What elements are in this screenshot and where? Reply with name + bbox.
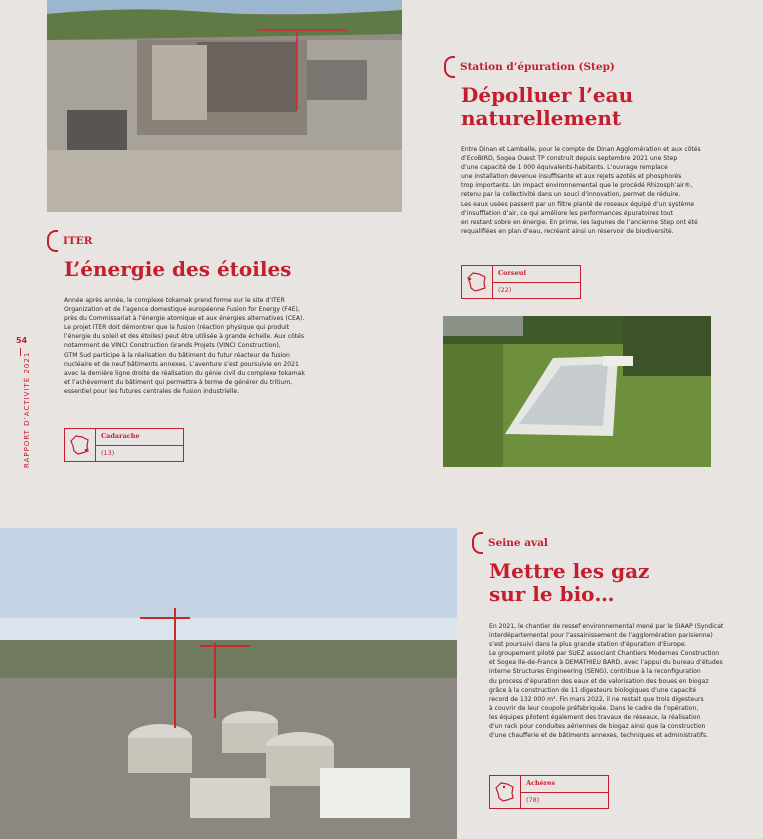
page-number: 54	[16, 336, 28, 345]
iter-location: Cadarache (13)	[64, 428, 184, 462]
france-map-icon	[69, 434, 91, 456]
france-map-icon	[494, 781, 516, 803]
step-tag: Station d’épuration (Step)	[444, 56, 615, 78]
seine-body: En 2021, le chantier de ressef environnemental mené par le SIAAP (Syndicat interdépartemental pour l’assainissement de l’agglomération parisienne) s’est poursuivi dans la plus grande station d’épuration d’Europe. Le groupement piloté par SUEZ associant Chantiers Modernes Construction et Sogea Ile-de-France à DEMATHIEU BARD, avec l’appui du bureau d’études interne Structures Engineering (SENG), contribue à la reconfiguration du process d’épuration des eaux et de valorisation des boues en biogaz grâce à la construction de 11 digesteurs biologiques d’une capacité record de 132 000 m³. Fin mars 2022, il ne restait que trois digesteurs à couvrir de leur coupole préfabriquée. Dans le cadre de l’opération, les équipes pilotent également des travaux de réseaux, la réalisation d’un rack pour conduites aériennes de biogaz ainsi que la construction d’une chaufferie et de bâtiments annexes, techniques et administratifs.	[489, 623, 724, 740]
seine-photo	[0, 528, 457, 839]
iter-title: L’énergie des étoiles	[64, 257, 292, 281]
seine-tag: Seine aval	[472, 532, 548, 554]
step-title: Dépolluer l’eau naturellement	[461, 83, 634, 130]
iter-photo	[47, 0, 402, 212]
sidebar	[16, 336, 31, 468]
step-photo	[443, 316, 711, 467]
iter-body: Année après année, le complexe tokamak prend forme sur le site d’ITER Organization et de l’agence domestique européenne Fusion for Energy (F4E), près du Commissariat à l’énergie atomique et aux énergies alternatives (CEA). Le projet ITER doit démontrer que la fusion (réaction physique qui produit l’énergie du soleil et des étoiles) peut être utilisée à grande échelle. Aux côtés notamment de VINCI Construction Grands Projets (VINCI Construction), GTM Sud participe à la réalisation du bâtiment du futur réacteur de fusion nucléaire et de neuf bâtiments annexes. L’aventure s’est poursuivie en 2021 avec la dernière ligne droite de réalisation du génie civil du complexe tokamak et l’achèvement du bâtiment qui permettra à terme de générer du tritium, essentiel pour les futures centrales de fusion industrielle.	[64, 297, 305, 395]
step-body: Entre Dinan et Lamballe, pour le compte de Dinan Agglomération et aux côtés d’EcoBIRD, Sogea Ouest TP construit depuis septembre 2021 une Step d’une capacité de 1 000 équivalents-habitants. L’ouvrage remplace une installation devenue insuffisante et aux rejets azotés et phosphorés trop importants. Un impact environnemental que le procédé Rhizosph’air®, retenu par la collectivité dans un souci d’innovation, permet de réduire. Les eaux usées passent par un filtre planté de roseaux équipé d’un système d’insufflation d’air, ce qui améliore les performances épuratoires tout en restant sobre en énergie. En prime, les lagunes de l’ancienne Step ont été requalifiées en plan d’eau, recréant ainsi un réservoir de biodiversité.	[461, 146, 701, 235]
seine-title: Mettre les gaz sur le bio…	[489, 559, 650, 606]
iter-tag: ITER	[47, 230, 92, 252]
seine-location: Achères (78)	[489, 775, 609, 809]
step-location: Corseul (22)	[461, 265, 581, 299]
france-map-icon	[466, 271, 488, 293]
report-label: RAPPORT D’ACTIVITÉ 2021	[23, 351, 31, 468]
divider	[20, 348, 21, 356]
